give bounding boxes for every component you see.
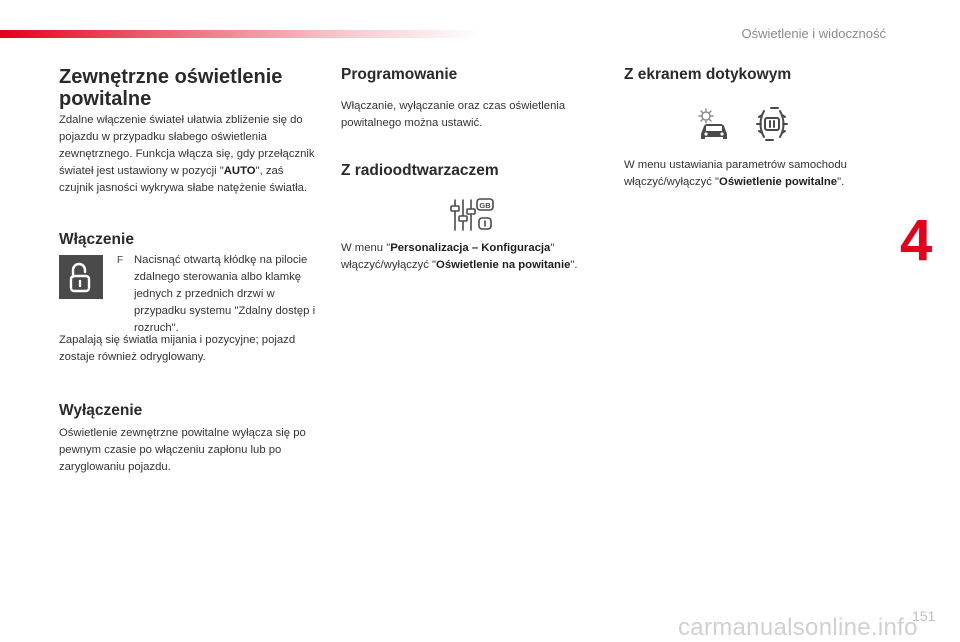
switch-off-heading: Wyłączenie [59, 402, 143, 419]
radio-instruction: W menu "Personalizacja – Konfiguracja" włączyć/wyłączyć "Oświetlenie na powitanie". [341, 242, 578, 271]
programming-heading: Programowanie [341, 66, 458, 83]
radio-icon-label: GB [479, 201, 491, 210]
watermark: carmanualsonline.info [678, 614, 918, 641]
touch-screen-heading: Z ekranem dotykowym [624, 66, 792, 83]
switch-off-text: Oświetlenie zewnętrzne powitalne wyłącza się po pewnym czasie po włączeniu zapłonu lub po zaryglowaniu pojazdu. [59, 427, 306, 473]
page-title: Zewnętrzne oświetlenie powitalne [59, 66, 283, 110]
radio-settings-icon [449, 196, 495, 234]
unlock-padlock-tile [59, 255, 103, 299]
bullet-marker: F [117, 255, 124, 266]
touch-screen-instruction: W menu ustawiania parametrów samochodu włączyć/wyłączyć "Oświetlenie powitalne". [624, 159, 847, 188]
section-title: Oświetlenie i widoczność [741, 26, 886, 41]
switch-on-heading: Włączenie [59, 231, 134, 248]
header-accent-bar [0, 30, 480, 38]
driving-aids-icon [752, 104, 792, 144]
page-number: 151 [912, 608, 936, 624]
switch-on-result: Zapalają się światła mijania i pozycyjne; pojazd zostaje również odryglowany. [59, 334, 296, 363]
programming-text: Włączanie, wyłączanie oraz czas oświetlenia powitalnego można ustawić. [341, 100, 566, 129]
car-settings-icon [696, 106, 732, 142]
switch-on-instruction: Nacisnąć otwartą kłódkę na pilocie zdalnego sterowania albo klamkę jednych z przednich drzwi w przypadku systemu "Zdalny dostęp i rozruch". [134, 254, 316, 334]
intro-paragraph: Zdalne włączenie świateł ułatwia zbliżenie się do pojazdu w przypadku słabego oświetlenia zewnętrznego. Funkcja włącza się, gdy przełącznik świateł jest ustawiony w pozycji "AUTO", zaś czujnik jasności wykrywa słabe natężenie światła. [59, 114, 315, 194]
unlock-padlock-icon [59, 255, 103, 299]
radio-heading: Z radioodtwarzaczem [341, 162, 499, 179]
chapter-number: 4 [900, 208, 933, 273]
